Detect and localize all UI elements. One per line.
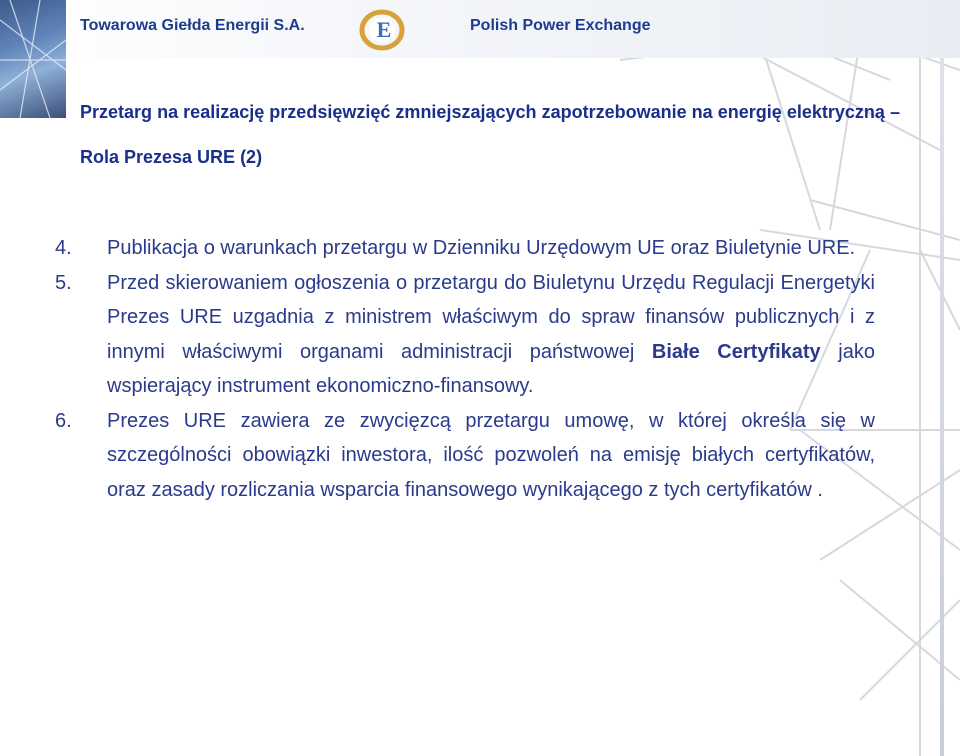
right-edge-strip (940, 0, 944, 756)
list-item (55, 404, 875, 508)
slide-title: Przetarg na realizację przedsięwzięć zmniejszających zapotrzebowanie na energię elektryczną – Rola Prezesa URE (2) (80, 102, 900, 167)
list-item (55, 231, 875, 266)
list-item-text: Przed skierowaniem ogłoszenia o przetargu do Biuletynu Urzędu Regulacji Energetyki Prezes URE uzgadnia z ministrem właściwym do spraw finansów publicznych i z innymi właściwymi organami administracji państwowej (107, 271, 875, 363)
list-item-text-after: jako wspierający instrument ekonomiczno-finansowy. (107, 340, 875, 397)
header-bar (0, 0, 960, 58)
header-title-right: Polish Power Exchange (470, 17, 651, 34)
list-item-text: Publikacja o warunkach przetargu w Dzienniku Urzędowym UE oraz Biuletynie URE. (107, 237, 856, 259)
power-lines-photo (0, 0, 66, 118)
header-title-left: Towarowa Giełda Energii S.A. (80, 17, 305, 34)
list-item (55, 266, 875, 404)
numbered-list (55, 231, 875, 507)
list-item-number: 6. (55, 409, 72, 432)
tge-logo-icon (358, 6, 410, 52)
list-item-number: 5. (55, 271, 72, 294)
list-item-text: Prezes URE zawiera ze zwycięzcą przetargu umowę, w której określa się w szczególności obowiązki inwestora, ilość pozwoleń na emisję białych certyfikatów, oraz zasady rozliczania wsparcia finansowego wynikającego z tych certyfikatów . (107, 409, 875, 501)
list-item-bold-text: Białe Certyfikaty (651, 340, 821, 363)
list-item-number: 4. (55, 237, 72, 259)
svg-text:E: E (376, 17, 392, 42)
